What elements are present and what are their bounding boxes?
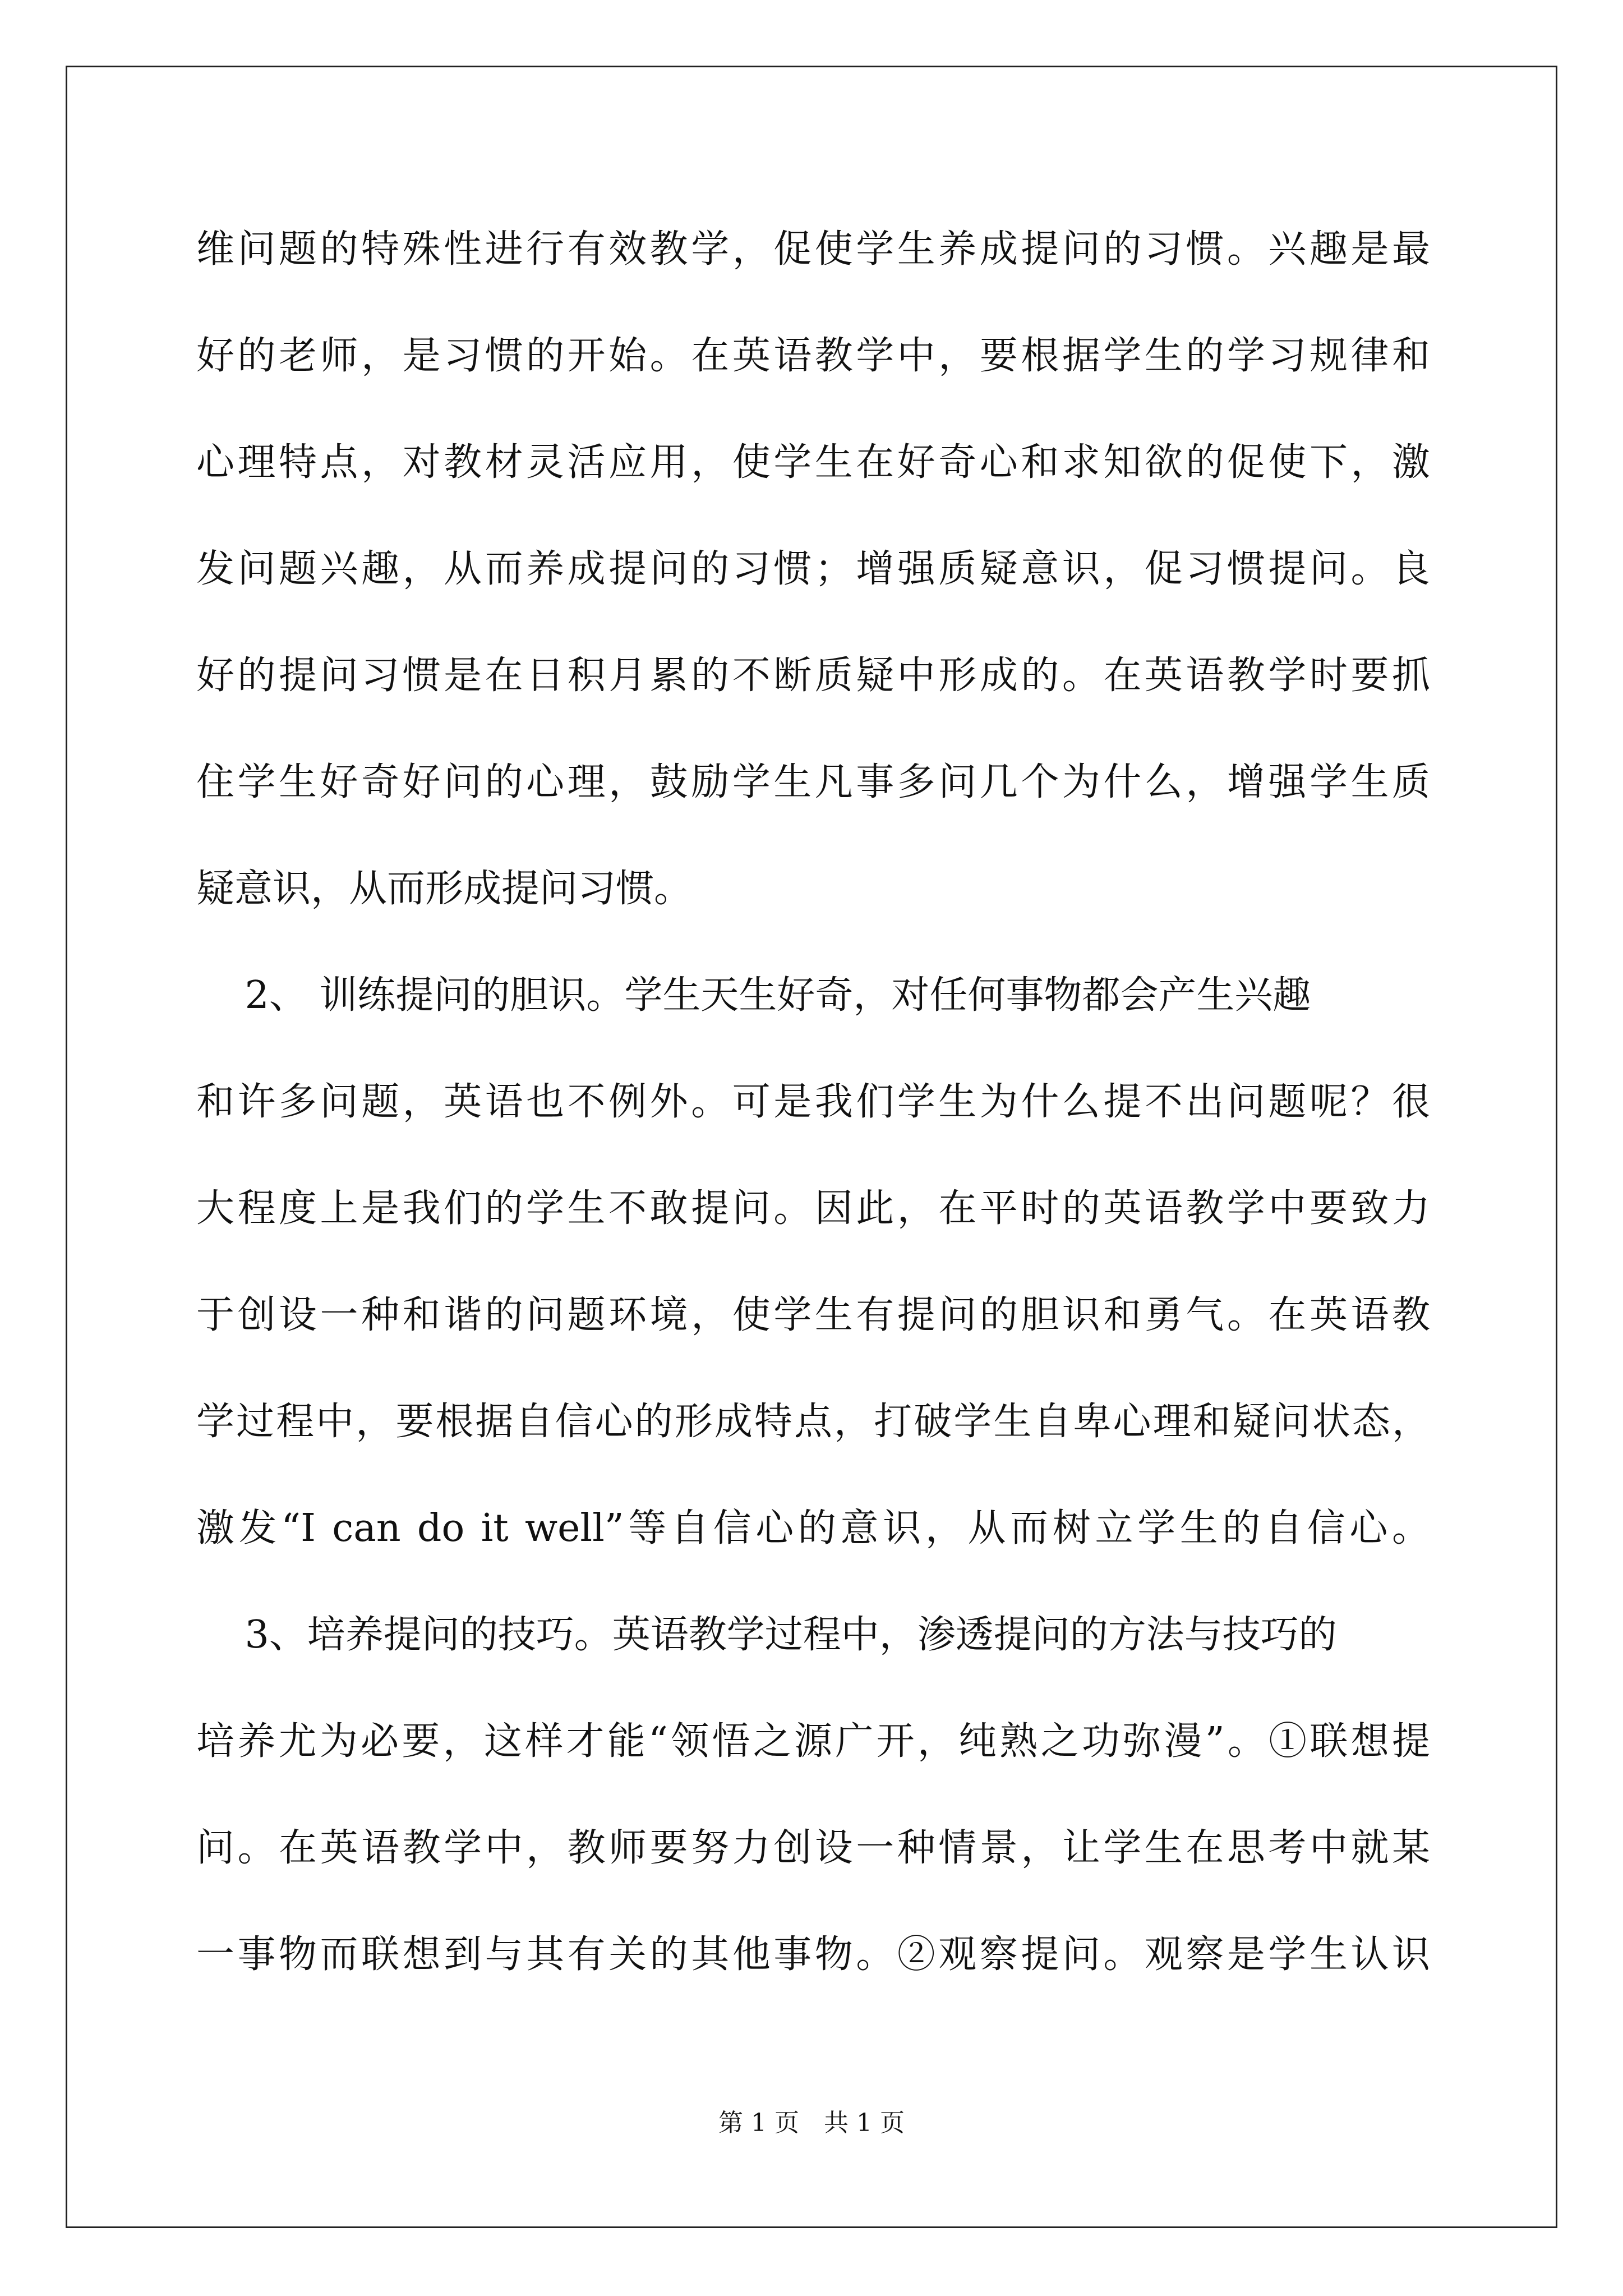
text-line: 心理特点，对教材灵活应用，使学生在好奇心和求知欲的促使下，激	[196, 440, 1430, 485]
text-line: 于创设一种和谐的问题环境，使学生有提问的胆识和勇气。在英语教	[196, 1293, 1430, 1337]
text-line: 和许多问题，英语也不例外。可是我们学生为什么提不出问题呢？很	[196, 1080, 1430, 1124]
page-number: 第 1 页 共 1 页	[718, 2109, 905, 2137]
text-line: 问。在英语教学中，教师要努力创设一种情景，让学生在思考中就某	[196, 1826, 1430, 1870]
text-line: 学过程中，要根据自信心的形成特点，打破学生自卑心理和疑问状态，	[196, 1400, 1430, 1444]
text-line: 维问题的特殊性进行有效教学，促使学生养成提问的习惯。兴趣是最	[196, 227, 1430, 272]
text-line: 2、 训练提问的胆识。学生天生好奇，对任何事物都会产生兴趣	[196, 973, 1311, 1018]
text-line: 住学生好奇好问的心理，鼓励学生凡事多问几个为什么，增强学生质	[196, 760, 1430, 804]
text-line: 一事物而联想到与其有关的其他事物。②观察提问。观察是学生认识	[196, 1932, 1430, 1977]
text-line: 大程度上是我们的学生不敢提问。因此，在平时的英语教学中要致力	[196, 1186, 1430, 1231]
text-line: 培养尤为必要，这样才能“领悟之源广开，纯熟之功弥漫”。①联想提	[196, 1719, 1430, 1764]
text-line: 发问题兴趣，从而养成提问的习惯；增强质疑意识，促习惯提问。良	[196, 547, 1430, 591]
text-line: 疑意识，从而形成提问习惯。	[196, 867, 693, 911]
page-border	[66, 66, 1557, 2228]
text-line: 好的老师，是习惯的开始。在英语教学中，要根据学生的学习规律和	[196, 334, 1430, 378]
text-line: 好的提问习惯是在日积月累的不断质疑中形成的。在英语教学时要抓	[196, 654, 1430, 698]
text-line: 3、培养提问的技巧。英语教学过程中，渗透提问的方法与技巧的	[196, 1613, 1337, 1657]
text-line: 激发“I can do it well”等自信心的意识，从而树立学生的自信心。	[196, 1506, 1430, 1550]
